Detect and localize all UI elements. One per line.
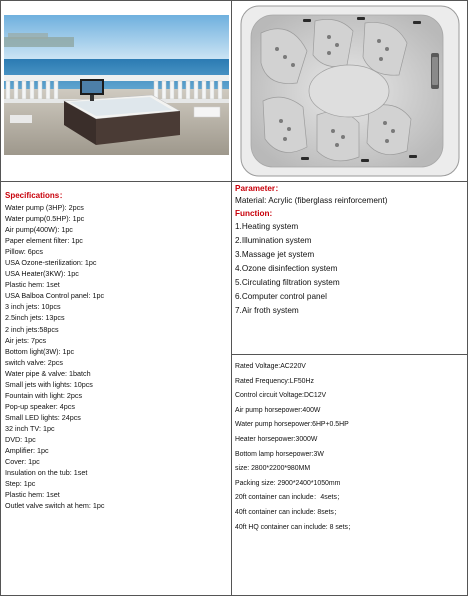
specifications-section [5, 189, 229, 511]
function-item: 7.Air froth system [235, 306, 299, 315]
spec-item: 2 inch jets:58pcs [5, 324, 59, 334]
function-item: 4.Ozone disinfection system [235, 264, 338, 273]
spec-item: Water pipe & valve: 1batch [5, 368, 91, 378]
function-item: 1.Heating system [235, 222, 299, 231]
spec-item: USA Heater(3KW): 1pc [5, 269, 79, 279]
rated-item: 20ft container can include：4sets； [235, 494, 344, 502]
rated-item: Packing size: 2900*2400*1050mm [235, 479, 341, 487]
spec-item: Small LED lights: 24pcs [5, 412, 81, 422]
spec-item: Bottom light(3W): 1pc [5, 346, 75, 356]
spec-item: Small jets with lights: 10pcs [5, 379, 93, 389]
rated-item: Air pump horsepower:400W [235, 406, 321, 414]
spec-item: Cover: 1pc [5, 457, 40, 467]
parameter-section [235, 183, 465, 318]
spec-item: USA Ozone-sterilization: 1pc [5, 258, 97, 268]
function-item: 5.Circulating filtration system [235, 278, 340, 287]
spec-item: Fountain with light: 2pcs [5, 390, 83, 400]
spec-item: Air pump(400W): 1pc [5, 225, 73, 235]
rated-item: 40ft container can include: 8sets； [235, 508, 341, 516]
column-divider [231, 1, 232, 595]
spec-item: Air jets: 7pcs [5, 335, 47, 345]
spec-item: DVD: 1pc [5, 434, 36, 444]
rated-item: Bottom lamp horsepower:3W [235, 450, 324, 458]
rated-section [235, 360, 465, 535]
row-divider-right-bottom [232, 354, 467, 355]
function-item: 2.Illumination system [235, 236, 312, 245]
spec-item: Plastic hem: 1set [5, 490, 60, 500]
spec-item: 2.5inch jets: 13pcs [5, 313, 65, 323]
spec-item: Plastic hem: 1set [5, 280, 60, 290]
specifications-title: Specifications： [5, 191, 68, 200]
spec-item: 32 inch TV: 1pc [5, 423, 55, 433]
spec-item: Water pump (3HP): 2pcs [5, 203, 84, 212]
spec-item: switch valve: 2pcs [5, 357, 63, 367]
rated-item: Rated Voltage:AC220V [235, 363, 306, 370]
spec-item: Water pump(0.5HP): 1pc [5, 214, 85, 224]
rated-item: Rated Frequency:LF50Hz [235, 377, 314, 385]
spec-item: 3 inch jets: 10pcs [5, 302, 61, 312]
spec-item: Pillow: 6pcs [5, 247, 43, 257]
spec-item: Amplifier: 1pc [5, 446, 49, 456]
rated-item: 40ft HQ container can include: 8 sets； [235, 523, 355, 531]
rated-item: Control circuit Voltage:DC12V [235, 392, 327, 400]
function-item: 3.Massage jet system [235, 250, 315, 259]
spec-item: Insulation on the tub: 1set [5, 468, 88, 478]
spec-item: Paper element filter: 1pc [5, 236, 83, 246]
function-title: Function: [235, 209, 273, 218]
row-divider-right-top [232, 181, 467, 182]
row-divider-left [1, 181, 231, 182]
spa-top-view-graphic [237, 3, 463, 179]
rated-item: Water pump horsepower:6HP+0.5HP [235, 421, 349, 429]
rated-item: size: 2800*2200*980MM [235, 465, 311, 473]
spec-item: Outlet valve switch at hem: 1pc [5, 501, 105, 511]
function-item: 6.Computer control panel [235, 292, 327, 301]
spec-item: USA Balboa Control panel: 1pc [5, 291, 105, 301]
spec-item: Step: 1pc [5, 479, 36, 489]
spec-item: Pop-up speaker: 4pcs [5, 401, 75, 411]
parameter-title: Parameter： [235, 184, 284, 193]
product-photo [4, 15, 229, 155]
spa-top-view [237, 3, 463, 179]
rated-item: Heater horsepower:3000W [235, 435, 318, 443]
product-photo-graphic [4, 15, 229, 155]
material-text: Material: Acrylic (fiberglass reinforcement) [235, 196, 388, 205]
